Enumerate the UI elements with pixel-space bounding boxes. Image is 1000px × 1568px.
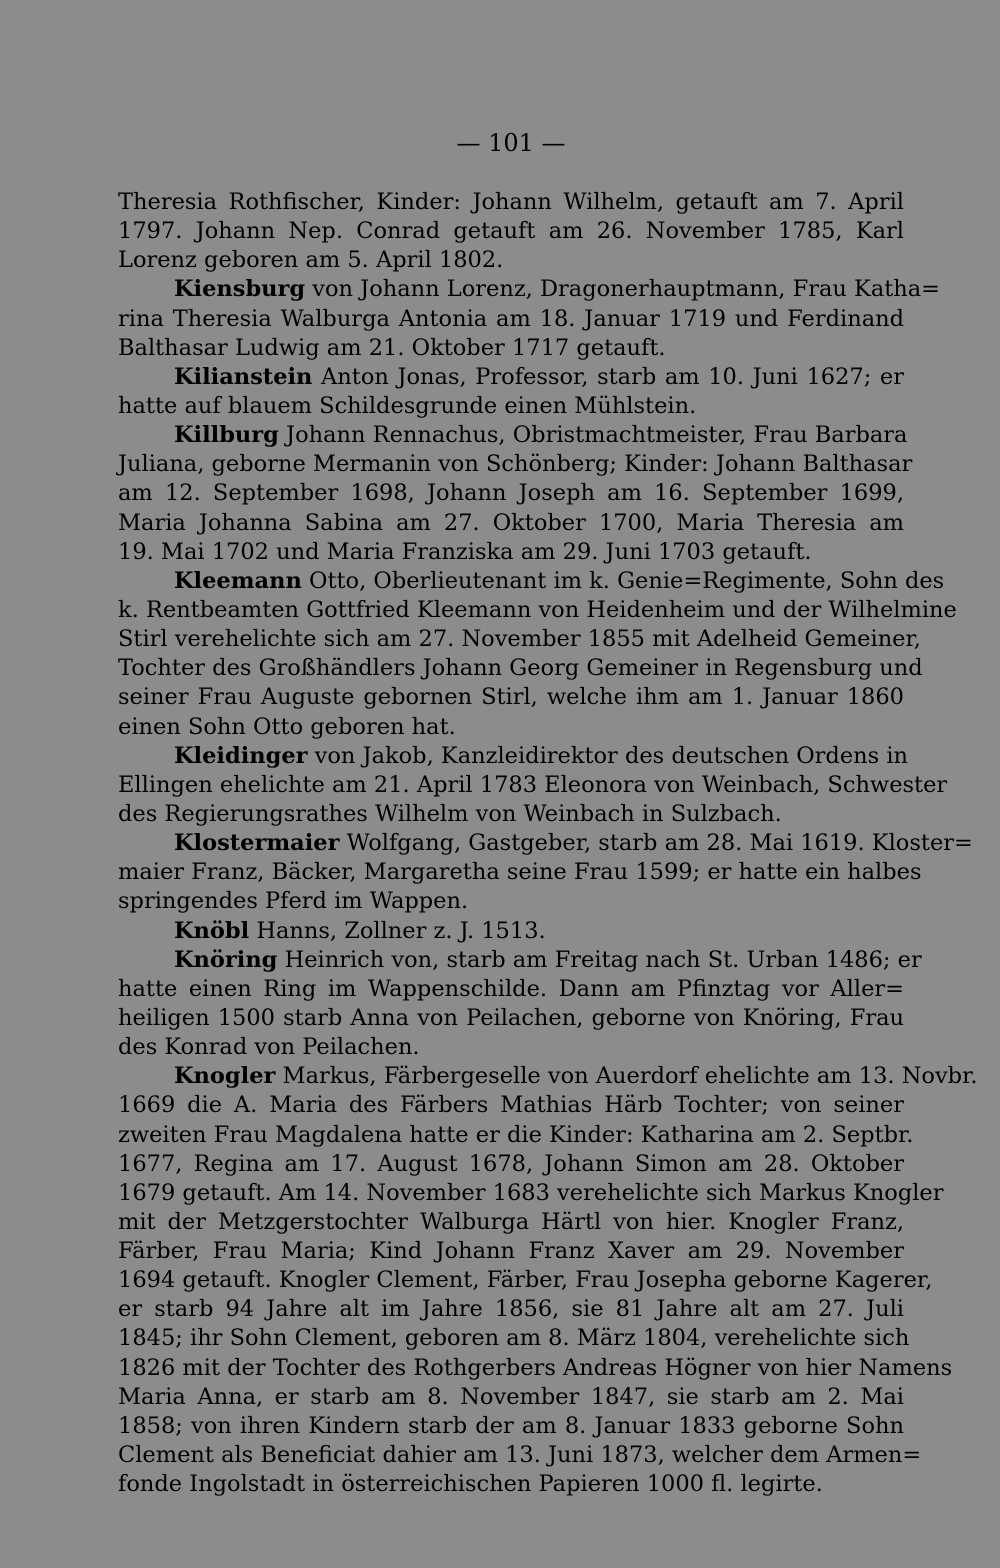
- line-text: 1694 getauft. Knogler Clement, Färber, Frau Josepha geborne Kagerer,: [118, 1267, 933, 1294]
- line-text: Heinrich von, starb am Freitag nach St. Urban 1486; er: [277, 946, 922, 973]
- text-line: [118, 334, 904, 363]
- text-line: [118, 654, 923, 683]
- text-line: [118, 1121, 914, 1150]
- text-line: [118, 246, 904, 275]
- entry-headword: Kiensburg: [174, 276, 306, 303]
- text-line: [118, 1470, 904, 1499]
- text-line: [118, 421, 908, 450]
- line-text: 1669 die A. Maria des Färbers Mathias Härb Tochter; von seiner: [118, 1092, 904, 1119]
- text-line: [118, 1004, 904, 1033]
- text-line: [118, 479, 904, 508]
- line-text: 1858; von ihren Kindern starb der am 8. Januar 1833 geborne Sohn: [118, 1412, 904, 1439]
- entry-headword: Knogler: [174, 1063, 276, 1090]
- line-text: 19. Mai 1702 und Maria Franziska am 29. Juni 1703 getauft.: [118, 538, 812, 565]
- text-line: [118, 975, 904, 1004]
- line-text: hatte auf blauem Schildesgrunde einen Mühlstein.: [118, 392, 697, 419]
- line-text: von Jakob, Kanzleidirektor des deutschen Ordens in: [307, 742, 909, 769]
- line-text: Wolfgang, Gastgeber, starb am 28. Mai 1619. Kloster=: [339, 830, 973, 857]
- text-line: [118, 1091, 904, 1120]
- text-line: [118, 887, 904, 916]
- page-number: — 101 —: [456, 129, 566, 157]
- line-text: rina Theresia Walburga Antonia am 18. Januar 1719 und Ferdinand: [118, 305, 904, 332]
- text-line: [118, 1354, 953, 1383]
- line-text: des Konrad von Peilachen.: [118, 1034, 420, 1061]
- line-text: 1679 getauft. Am 14. November 1683 verehelichte sich Markus Knogler: [118, 1179, 944, 1206]
- entries-list: [118, 188, 978, 1499]
- line-text: springendes Pferd im Wappen.: [118, 888, 469, 915]
- text-line: [118, 946, 922, 975]
- entry-headword: Klostermaier: [174, 830, 340, 857]
- line-text: Otto, Oberlieutenant im k. Genie=Regimente, Sohn des: [301, 567, 945, 594]
- line-text: Hanns, Zollner z. J. 1513.: [249, 917, 546, 944]
- line-text: seiner Frau Auguste gebornen Stirl, welche ihm am 1. Januar 1860: [118, 684, 904, 711]
- line-text: am 12. September 1698, Johann Joseph am 16. September 1699,: [118, 480, 904, 507]
- line-text: Ellingen ehelichte am 21. April 1783 Eleonora von Weinbach, Schwester: [118, 771, 948, 798]
- line-text: 1845; ihr Sohn Clement, geboren am 8. März 1804, verehelichte sich: [118, 1325, 910, 1352]
- text-line: [118, 567, 945, 596]
- text-line: [118, 392, 904, 421]
- text-line: [118, 800, 904, 829]
- line-text: 1826 mit der Tochter des Rothgerbers Andreas Högner von hier Namens: [118, 1354, 953, 1381]
- text-line: [118, 509, 904, 538]
- text-line: [118, 1441, 922, 1470]
- entry-headword: Kilianstein: [174, 363, 313, 390]
- text-line: [118, 275, 941, 304]
- text-line: [118, 771, 948, 800]
- line-text: maier Franz, Bäcker, Margaretha seine Frau 1599; er hatte ein halbes: [118, 859, 922, 886]
- text-line: [118, 596, 957, 625]
- line-text: Färber, Frau Maria; Kind Johann Franz Xaver am 29. November: [118, 1238, 904, 1265]
- text-line: [118, 1062, 978, 1091]
- line-text: einen Sohn Otto geboren hat.: [118, 713, 456, 740]
- text-line: [118, 713, 904, 742]
- line-text: Balthasar Ludwig am 21. Oktober 1717 getauft.: [118, 334, 666, 361]
- line-text: des Regierungsrathes Wilhelm von Weinbach in Sulzbach.: [118, 800, 782, 827]
- text-line: [118, 1150, 904, 1179]
- text-line: [118, 1295, 904, 1324]
- line-text: fonde Ingolstadt in österreichischen Papieren 1000 fl. legirte.: [118, 1471, 823, 1498]
- entry-headword: Kleidinger: [174, 742, 308, 769]
- text-line: [118, 217, 904, 246]
- entry-headword: Killburg: [174, 422, 279, 449]
- text-line: [118, 450, 913, 479]
- text-line: [118, 1033, 904, 1062]
- line-text: Lorenz geboren am 5. April 1802.: [118, 247, 504, 274]
- text-line: [118, 1324, 910, 1353]
- line-text: er starb 94 Jahre alt im Jahre 1856, sie 81 Jahre alt am 27. Juli: [118, 1296, 904, 1323]
- entry-headword: Knöring: [174, 946, 278, 973]
- line-text: Stirl verehelichte sich am 27. November 1855 mit Adelheid Gemeiner,: [118, 626, 921, 653]
- line-text: k. Rentbeamten Gottfried Kleemann von Heidenheim und der Wilhelmine: [118, 596, 957, 623]
- entry-headword: Knöbl: [174, 917, 250, 944]
- text-line: [118, 1383, 904, 1412]
- text-line: [118, 742, 909, 771]
- text-line: [118, 829, 973, 858]
- line-text: zweiten Frau Magdalena hatte er die Kinder: Katharina am 2. Septbr.: [118, 1121, 914, 1148]
- text-line: [118, 538, 904, 567]
- line-text: Juliana, geborne Mermanin von Schönberg; Kinder: Johann Balthasar: [118, 451, 913, 478]
- text-line: [118, 1266, 933, 1295]
- text-line: [118, 625, 921, 654]
- line-text: Theresia Rothfischer, Kinder: Johann Wilhelm, getauft am 7. April: [118, 189, 904, 215]
- text-line: [118, 1412, 904, 1441]
- entry-headword: Kleemann: [174, 567, 302, 594]
- line-text: heiligen 1500 starb Anna von Peilachen, geborne von Knöring, Frau: [118, 1004, 904, 1031]
- text-line: [118, 1208, 904, 1237]
- line-text: von Johann Lorenz, Dragonerhauptmann, Frau Katha=: [305, 276, 941, 303]
- line-text: Maria Johanna Sabina am 27. Oktober 1700, Maria Theresia am: [118, 509, 904, 536]
- line-text: 1677, Regina am 17. August 1678, Johann Simon am 28. Oktober: [118, 1150, 904, 1177]
- line-text: Johann Rennachus, Obristmachtmeister, Frau Barbara: [278, 422, 908, 449]
- text-line: [118, 1237, 904, 1266]
- line-text: Tochter des Großhändlers Johann Georg Gemeiner in Regensburg und: [118, 655, 923, 682]
- line-text: 1797. Johann Nep. Conrad getauft am 26. November 1785, Karl: [118, 218, 904, 245]
- text-line: [118, 363, 904, 392]
- text-line: [118, 305, 904, 334]
- text-line: [118, 1179, 944, 1208]
- line-text: Markus, Färbergeselle von Auerdorf ehelichte am 13. Novbr.: [275, 1063, 978, 1090]
- text-line: [118, 188, 904, 217]
- line-text: hatte einen Ring im Wappenschilde. Dann am Pfinztag vor Aller=: [118, 975, 904, 1002]
- text-line: [118, 683, 904, 712]
- text-line: [118, 858, 922, 887]
- line-text: Anton Jonas, Professor, starb am 10. Juni 1627; er: [312, 363, 904, 390]
- text-line: [118, 917, 904, 946]
- line-text: mit der Metzgerstochter Walburga Härtl von hier. Knogler Franz,: [118, 1208, 904, 1235]
- line-text: Clement als Beneficiat dahier am 13. Juni 1873, welcher dem Armen=: [118, 1442, 922, 1469]
- line-text: Maria Anna, er starb am 8. November 1847, sie starb am 2. Mai: [118, 1383, 904, 1410]
